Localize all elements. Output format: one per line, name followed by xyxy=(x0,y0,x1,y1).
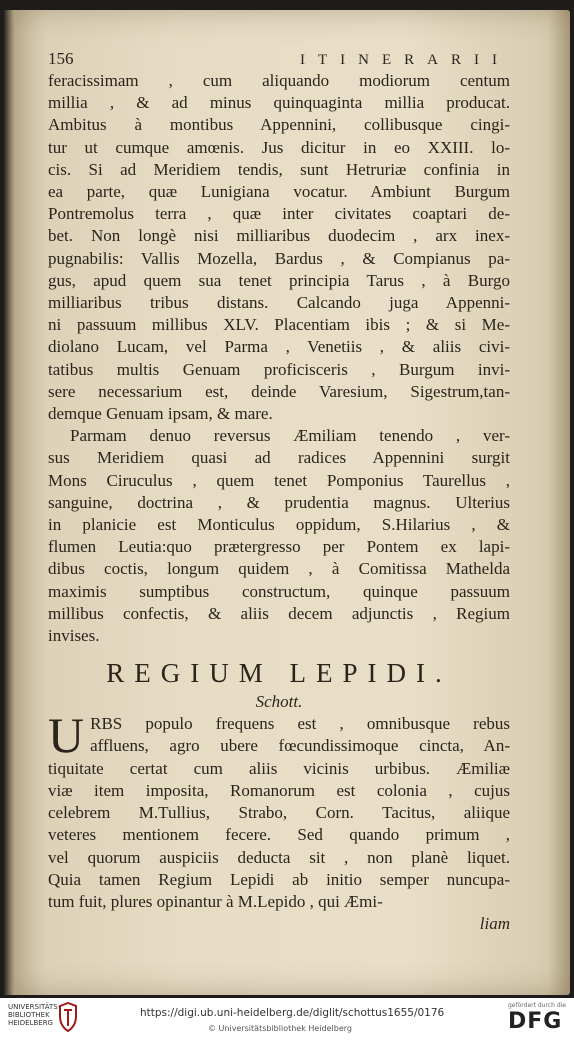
page-text xyxy=(48,48,510,935)
viewer-footer xyxy=(0,998,574,1040)
text-line: millia , & ad minus quinquaginta millia producat. xyxy=(48,93,510,113)
text-line: tatibus multis Genuam proficisceris , Burgum invi- xyxy=(48,359,510,379)
page-number: 156 xyxy=(48,49,74,68)
text-line: viæ item imposita, Romanorum est colonia , cujus xyxy=(48,780,510,800)
text-line: bet. Non longè nisi milliaribus duodecim , arx inex- xyxy=(48,226,510,246)
text-line: Ambitus à montibus Appennini, collibusque cingi- xyxy=(48,115,510,135)
section-heading: REGIUM LEPIDI. xyxy=(106,658,452,689)
text-line: pugnabilis: Vallis Mozella, Bardus , & Compianus pa- xyxy=(48,248,510,268)
text-line: RBS populo frequens est , omnibusque rebus xyxy=(90,714,510,734)
text-line: Parmam denuo reversus Æmiliam tenendo , ver- xyxy=(70,426,510,446)
paragraph-2 xyxy=(48,425,510,647)
library-logo-icon xyxy=(58,1002,78,1032)
catchword: liam xyxy=(479,914,510,934)
text-line: demque Genuam ipsam, & mare. xyxy=(48,404,273,424)
text-line: invises. xyxy=(48,626,100,646)
text-line: ea parte, quæ Lunigiana vocatur. Ambiunt Burgum xyxy=(48,182,510,202)
text-line: Pontremolus terra , quæ inter civitates coaptari de- xyxy=(48,204,510,224)
drop-capital: U xyxy=(48,707,85,764)
text-line: feracissimam , cum aliquando modiorum centum xyxy=(48,71,510,90)
running-head xyxy=(48,48,510,70)
text-line: veteres mentionem fecere. Sed quando primum , xyxy=(48,825,510,845)
text-line: sere necessarium est, deinde Varesium, Sigestrum,tan- xyxy=(48,381,510,401)
text-line: sanguine, doctrina , & prudentia magnus. Ulterius xyxy=(48,492,510,512)
text-line: Quia tamen Regium Lepidi ab initio semper nuncupa- xyxy=(48,869,510,889)
text-line: cis. Si ad Meridiem tendis, sunt Hetruriæ confinia in xyxy=(48,159,510,179)
text-line: diolano Lucam, vel Parma , Venetiis , & aliis civi- xyxy=(48,337,510,357)
text-line: millibus confectis, & aliis decem adjunctis , Regium xyxy=(48,603,510,623)
text-line: flumen Leutia:quo prætergresso per Pontem ex lapi- xyxy=(48,537,510,557)
text-line: tum fuit, plures opinantur à M.Lepido , qui Æmi- xyxy=(48,891,383,911)
copyright-notice: © Universitätsbibliothek Heidelberg xyxy=(208,1024,353,1033)
text-line: milliaribus tribus distans. Calcando juga Appenni- xyxy=(48,293,510,313)
running-title: ITINERARII xyxy=(300,52,510,68)
paragraph-1 xyxy=(48,70,510,425)
text-line: Mons Ciruculus , quem tenet Pomponius Taurellus , xyxy=(48,470,510,490)
library-name: UNIVERSITÄTS- BIBLIOTHEK HEIDELBERG xyxy=(8,1003,61,1027)
dfg-logo: DFG xyxy=(508,1009,563,1034)
text-line: celebrem M.Tullius, Strabo, Corn. Tacitus, aliique xyxy=(48,803,510,823)
source-url-link[interactable]: https://digi.ub.uni-heidelberg.de/diglit/schottus1655/0176 xyxy=(140,1007,445,1019)
text-line: tur ut cumque amœnis. Jus dicitur in eo XXIII. lo- xyxy=(48,137,510,157)
text-line: vel quorum auspiciis deducta sit , non planè liquet. xyxy=(48,847,510,867)
text-line: affluens, agro ubere fœcundissimoque cincta, An- xyxy=(90,736,510,756)
text-line: gus, apud quem sua tenet principia Tarus , à Burgo xyxy=(48,270,510,290)
text-line: dibus coctis, longum quidem , à Comitissa Mathelda xyxy=(48,559,510,579)
text-line: sus Meridiem quasi ad radices Appennini surgit xyxy=(48,448,510,468)
text-line: maximis sumptibus constructum, quinque passuum xyxy=(48,581,510,601)
text-line: tiquitate certat cum aliis vicinis urbibus. Æmiliæ xyxy=(48,758,510,778)
dfg-caption: gefördert durch die xyxy=(508,1002,566,1009)
text-line: in planicie est Monticulus oppidum, S.Hilarius , & xyxy=(48,515,510,535)
section-author: Schott. xyxy=(255,692,303,712)
text-line: ni passuum millibus XLV. Placentiam ibis ; & si Me- xyxy=(48,315,510,335)
paragraph-3 xyxy=(48,707,510,935)
